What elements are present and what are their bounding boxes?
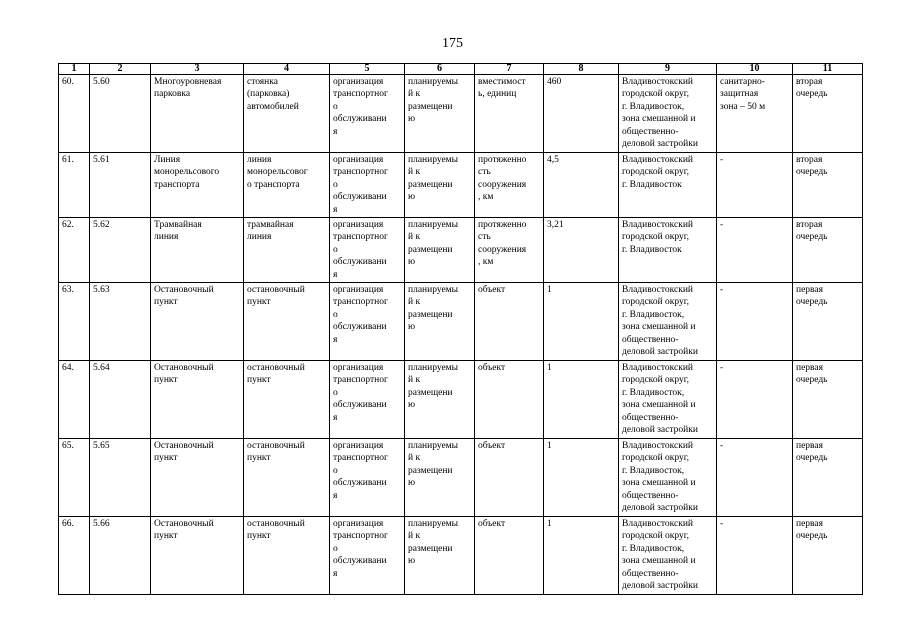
characteristic-cell: объект <box>475 517 544 595</box>
row-number-cell: 61. <box>59 153 90 218</box>
object-type-cell: остановочный пункт <box>244 283 330 361</box>
stage-cell: первая очередь <box>793 439 863 517</box>
facilities-table <box>58 63 863 595</box>
characteristic-cell: протяженно сть сооружения , км <box>475 153 544 218</box>
zone-cell: - <box>717 361 793 439</box>
characteristic-cell: объект <box>475 439 544 517</box>
object-code-cell: 5.64 <box>90 361 151 439</box>
column-header: 4 <box>244 64 330 75</box>
purpose-cell: организация транспортног о обслуживани я <box>330 75 405 153</box>
characteristic-cell: объект <box>475 283 544 361</box>
column-header: 10 <box>717 64 793 75</box>
column-header: 5 <box>330 64 405 75</box>
characteristic-cell: протяженно сть сооружения , км <box>475 218 544 283</box>
status-cell: планируемы й к размещени ю <box>405 283 475 361</box>
status-cell: планируемы й к размещени ю <box>405 517 475 595</box>
stage-cell: вторая очередь <box>793 218 863 283</box>
column-header: 7 <box>475 64 544 75</box>
object-name-cell: Остановочный пункт <box>151 517 244 595</box>
stage-cell: первая очередь <box>793 517 863 595</box>
status-cell: планируемы й к размещени ю <box>405 218 475 283</box>
column-header: 9 <box>619 64 717 75</box>
object-type-cell: остановочный пункт <box>244 361 330 439</box>
row-number-cell: 63. <box>59 283 90 361</box>
purpose-cell: организация транспортног о обслуживани я <box>330 439 405 517</box>
object-name-cell: Трамвайная линия <box>151 218 244 283</box>
zone-cell: - <box>717 517 793 595</box>
object-name-cell: Остановочный пункт <box>151 283 244 361</box>
object-type-cell: остановочный пункт <box>244 439 330 517</box>
value-cell: 1 <box>544 517 619 595</box>
value-cell: 1 <box>544 439 619 517</box>
table-row <box>59 517 863 595</box>
page-number: 175 <box>442 36 463 51</box>
column-header: 6 <box>405 64 475 75</box>
row-number-cell: 62. <box>59 218 90 283</box>
column-header: 2 <box>90 64 151 75</box>
stage-cell: вторая очередь <box>793 153 863 218</box>
zone-cell: - <box>717 439 793 517</box>
location-cell: Владивостокский городской округ, г. Владивосток, зона смешанной и общественно- деловой застройки <box>619 75 717 153</box>
value-cell: 460 <box>544 75 619 153</box>
purpose-cell: организация транспортног о обслуживани я <box>330 218 405 283</box>
object-code-cell: 5.61 <box>90 153 151 218</box>
status-cell: планируемы й к размещени ю <box>405 361 475 439</box>
object-name-cell: Линия монорельсового транспорта <box>151 153 244 218</box>
purpose-cell: организация транспортног о обслуживани я <box>330 283 405 361</box>
object-code-cell: 5.63 <box>90 283 151 361</box>
zone-cell: санитарно- защитная зона – 50 м <box>717 75 793 153</box>
status-cell: планируемы й к размещени ю <box>405 75 475 153</box>
table-row <box>59 75 863 153</box>
table-row <box>59 283 863 361</box>
purpose-cell: организация транспортног о обслуживани я <box>330 361 405 439</box>
object-code-cell: 5.65 <box>90 439 151 517</box>
table-row <box>59 361 863 439</box>
row-number-cell: 60. <box>59 75 90 153</box>
location-cell: Владивостокский городской округ, г. Владивосток, зона смешанной и общественно- деловой застройки <box>619 283 717 361</box>
location-cell: Владивостокский городской округ, г. Владивосток, зона смешанной и общественно- деловой застройки <box>619 439 717 517</box>
row-number-cell: 66. <box>59 517 90 595</box>
characteristic-cell: объект <box>475 361 544 439</box>
column-header: 8 <box>544 64 619 75</box>
object-name-cell: Остановочный пункт <box>151 439 244 517</box>
location-cell: Владивостокский городской округ, г. Владивосток, зона смешанной и общественно- деловой застройки <box>619 517 717 595</box>
column-header: 11 <box>793 64 863 75</box>
zone-cell: - <box>717 218 793 283</box>
table-row <box>59 439 863 517</box>
purpose-cell: организация транспортног о обслуживани я <box>330 153 405 218</box>
value-cell: 3,21 <box>544 218 619 283</box>
zone-cell: - <box>717 153 793 218</box>
object-type-cell: линия монорельсовог о транспорта <box>244 153 330 218</box>
stage-cell: первая очередь <box>793 283 863 361</box>
object-name-cell: Остановочный пункт <box>151 361 244 439</box>
object-code-cell: 5.66 <box>90 517 151 595</box>
object-type-cell: стоянка (парковка) автомобилей <box>244 75 330 153</box>
table-row <box>59 153 863 218</box>
column-header: 1 <box>59 64 90 75</box>
status-cell: планируемы й к размещени ю <box>405 153 475 218</box>
stage-cell: первая очередь <box>793 361 863 439</box>
purpose-cell: организация транспортног о обслуживани я <box>330 517 405 595</box>
status-cell: планируемы й к размещени ю <box>405 439 475 517</box>
value-cell: 1 <box>544 283 619 361</box>
location-cell: Владивостокский городской округ, г. Владивосток <box>619 218 717 283</box>
header-row <box>59 64 863 75</box>
table-row <box>59 218 863 283</box>
value-cell: 1 <box>544 361 619 439</box>
object-name-cell: Многоуровневая парковка <box>151 75 244 153</box>
characteristic-cell: вместимост ь, единиц <box>475 75 544 153</box>
location-cell: Владивостокский городской округ, г. Владивосток, зона смешанной и общественно- деловой застройки <box>619 361 717 439</box>
row-number-cell: 64. <box>59 361 90 439</box>
object-code-cell: 5.60 <box>90 75 151 153</box>
value-cell: 4,5 <box>544 153 619 218</box>
row-number-cell: 65. <box>59 439 90 517</box>
object-code-cell: 5.62 <box>90 218 151 283</box>
zone-cell: - <box>717 283 793 361</box>
location-cell: Владивостокский городской округ, г. Владивосток <box>619 153 717 218</box>
object-type-cell: трамвайная линия <box>244 218 330 283</box>
column-header: 3 <box>151 64 244 75</box>
object-type-cell: остановочный пункт <box>244 517 330 595</box>
stage-cell: вторая очередь <box>793 75 863 153</box>
